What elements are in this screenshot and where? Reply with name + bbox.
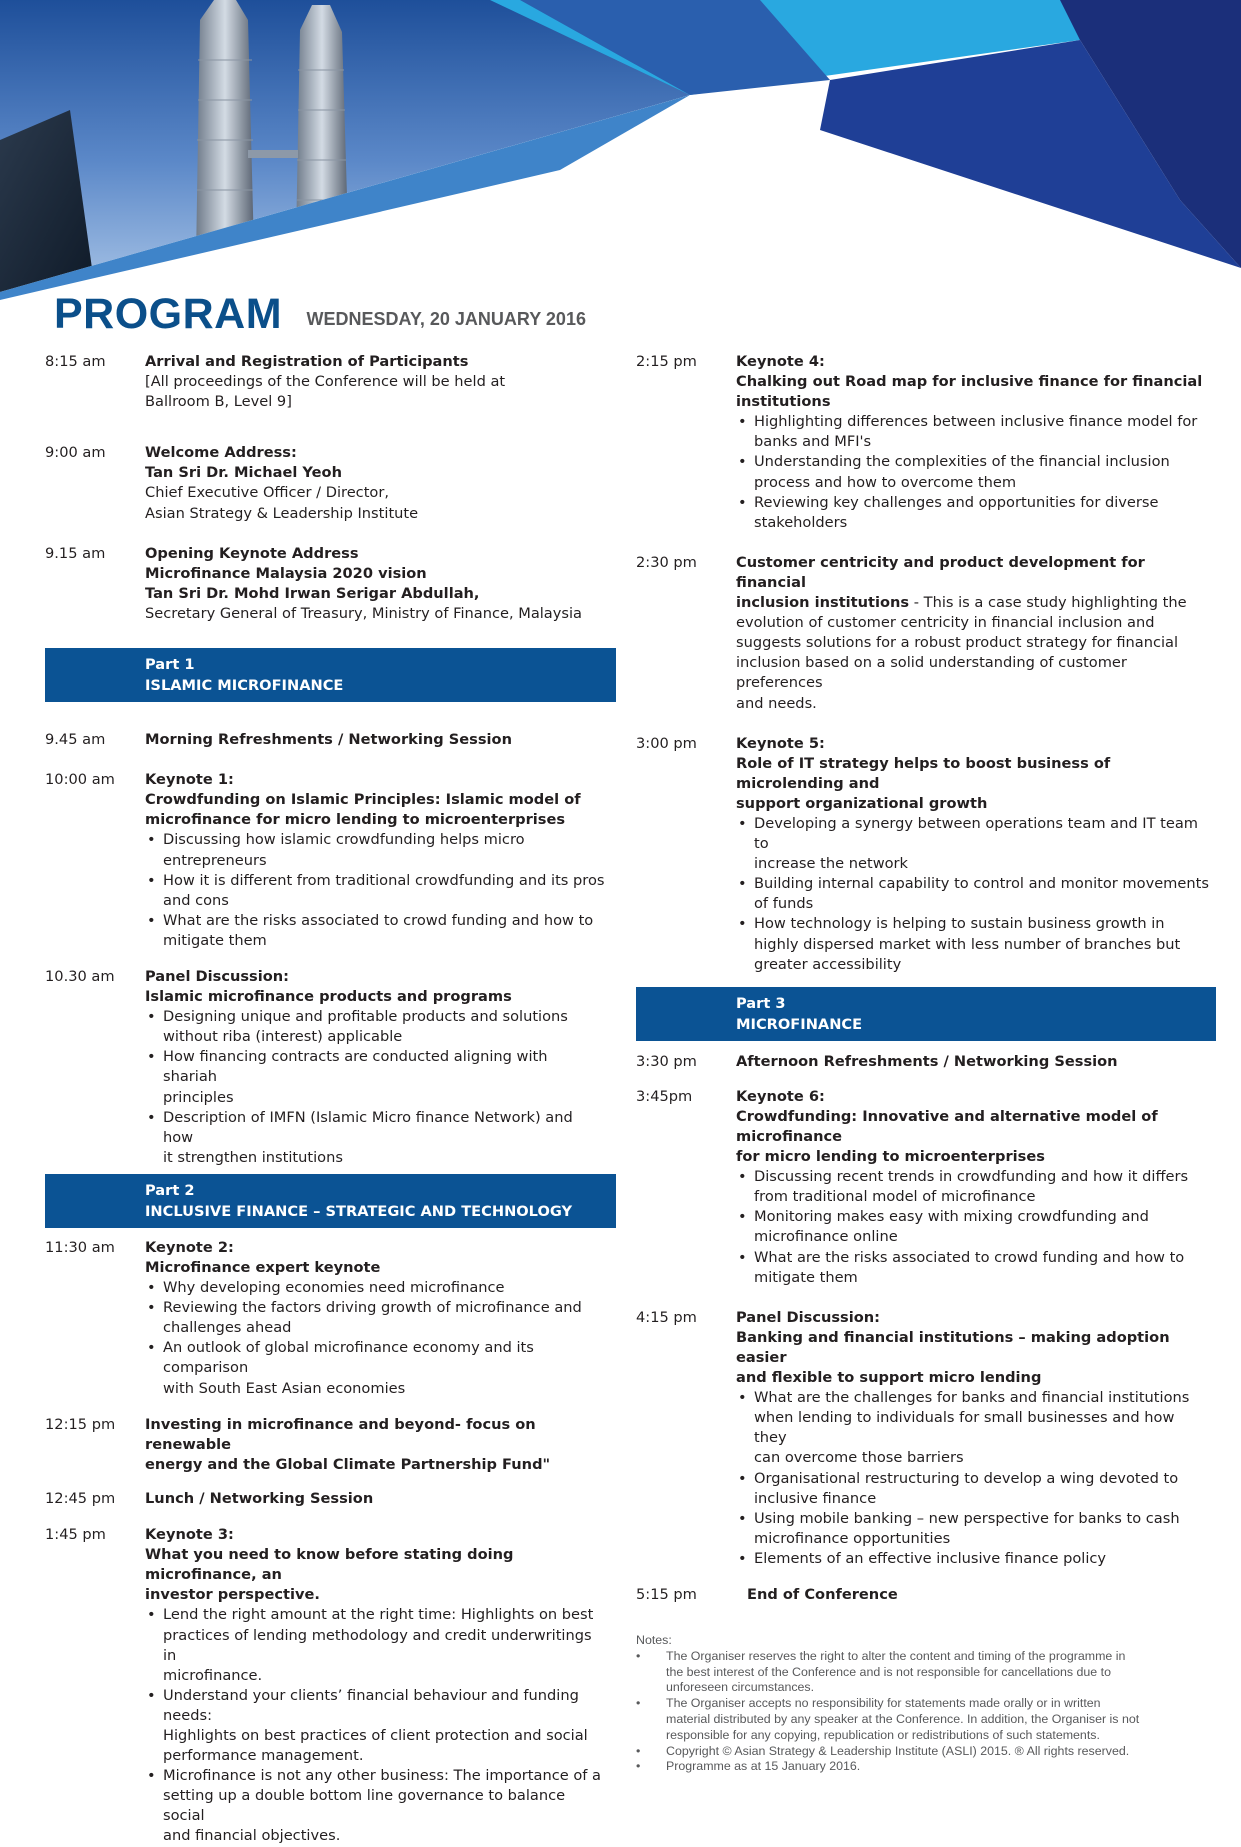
item-subtitle: Crowdfunding on Islamic Principles: Islamic model of — [145, 791, 581, 809]
agenda-item — [636, 1308, 1211, 1569]
speaker-name: Tan Sri Dr. Mohd Irwan Serigar Abdullah, — [145, 584, 480, 602]
list-item: • Understand your clients’ financial behaviour and funding needs: Highlights on best practices of client protection and social performance management. — [145, 1686, 605, 1766]
agenda-item — [636, 1052, 1211, 1072]
time-slot: 8:15 am — [45, 353, 106, 370]
bullet-list — [145, 830, 605, 951]
agenda-item — [636, 352, 1211, 533]
item-title: End of Conference — [747, 1585, 898, 1603]
section-header — [45, 648, 616, 702]
item-title: Morning Refreshments / Networking Session — [145, 731, 512, 749]
time-slot: 12:45 pm — [45, 1489, 116, 1507]
bullet-list — [736, 412, 1211, 533]
header-banner — [0, 0, 1241, 300]
list-item: • Reviewing the factors driving growth of microfinance and challenges ahead — [145, 1298, 605, 1338]
item-subtitle: Microfinance Malaysia 2020 vision — [145, 564, 427, 582]
agenda-item — [636, 553, 1211, 714]
list-item: • Discussing how islamic crowdfunding helps micro entrepreneurs — [145, 830, 605, 870]
time-slot: 5:15 pm — [636, 1585, 697, 1603]
time-slot: 9.45 am — [45, 731, 106, 749]
item-title: Investing in microfinance and beyond- focus on renewable — [145, 1415, 536, 1453]
notes-list — [636, 1649, 1211, 1775]
item-text: Ballroom B, Level 9] — [145, 393, 292, 411]
item-title: Panel Discussion: — [736, 1308, 880, 1326]
item-title: Lunch / Networking Session — [145, 1489, 374, 1507]
item-title: Afternoon Refreshments / Networking Session — [736, 1052, 1118, 1070]
time-slot: 2:15 pm — [636, 353, 697, 370]
item-title: Arrival and Registration of Participants — [145, 353, 469, 370]
program-date: WEDNESDAY, 20 JANUARY 2016 — [306, 309, 586, 329]
agenda-item — [636, 1585, 1211, 1605]
item-text: Asian Strategy & Leadership Institute — [145, 504, 419, 522]
item-title: Keynote 3: — [145, 1526, 234, 1544]
item-text: - This is a case study highlighting the — [909, 594, 1187, 612]
list-item: • What are the risks associated to crowd funding and how to mitigate them — [145, 911, 605, 951]
list-item: • Developing a synergy between operations team and IT team to increase the network — [736, 814, 1211, 874]
item-subtitle: What you need to know before stating doing microfinance, an — [145, 1546, 514, 1584]
agenda-item — [636, 734, 1211, 975]
list-item: • Understanding the complexities of the financial inclusion process and how to overcome them — [736, 452, 1211, 492]
list-item: • Organisational restructuring to develop a wing devoted to inclusive finance — [736, 1469, 1211, 1509]
item-title: Keynote 5: — [736, 734, 825, 752]
item-subtitle: Islamic microfinance products and programs — [145, 988, 512, 1006]
list-item: • Discussing recent trends in crowdfunding and how it differs from traditional model of microfinance — [736, 1167, 1211, 1207]
list-item: • Programme as at 15 January 2016. — [636, 1759, 1211, 1775]
item-subtitle: Crowdfunding: Innovative and alternative model of microfinance — [736, 1107, 1158, 1145]
item-subtitle: for micro lending to microenterprises — [736, 1148, 1045, 1166]
agenda-item — [45, 730, 605, 750]
list-item: • How it is different from traditional crowdfunding and its pros and cons — [145, 871, 605, 911]
list-item: • How technology is helping to sustain business growth in highly dispersed market with less number of branches but greater accessibility — [736, 914, 1211, 974]
time-slot: 1:45 pm — [45, 1526, 106, 1544]
bullet-list — [736, 1388, 1211, 1569]
item-subtitle: institutions — [736, 393, 831, 411]
item-title: Customer centricity and product development for financial — [736, 553, 1145, 591]
item-text: Secretary General of Treasury, Ministry of Finance, Malaysia — [145, 604, 582, 622]
item-subtitle: Banking and financial institutions – making adoption easier — [736, 1328, 1170, 1366]
item-title: Opening Keynote Address — [145, 544, 359, 562]
time-slot: 3:45pm — [636, 1087, 693, 1105]
section-part: Part 3 — [736, 994, 786, 1012]
item-subtitle: Role of IT strategy helps to boost business of microlending and — [736, 754, 1111, 792]
list-item: • Building internal capability to control and monitor movements of funds — [736, 874, 1211, 914]
bullet-list — [145, 1007, 605, 1168]
list-item: • Using mobile banking – new perspective for banks to cash microfinance opportunities — [736, 1509, 1211, 1549]
item-title: Keynote 6: — [736, 1087, 825, 1105]
time-slot: 4:15 pm — [636, 1308, 697, 1326]
item-text: evolution of customer centricity in financial inclusion and — [736, 614, 1155, 632]
section-name: INCLUSIVE FINANCE – STRATEGIC AND TECHNOLOGY — [145, 1202, 573, 1220]
item-title: Welcome Address: — [145, 444, 297, 462]
item-title: Keynote 4: — [736, 353, 825, 370]
item-subtitle: microfinance for micro lending to microenterprises — [145, 811, 566, 829]
bullet-list — [736, 814, 1211, 975]
section-part: Part 1 — [145, 656, 195, 674]
list-item: • Why developing economies need microfinance — [145, 1278, 605, 1298]
agenda-item — [45, 1489, 605, 1509]
list-item: • What are the risks associated to crowd funding and how to mitigate them — [736, 1248, 1211, 1288]
time-slot: 11:30 am — [45, 1238, 115, 1256]
item-subtitle: support organizational growth — [736, 794, 988, 812]
agenda-item — [45, 1525, 605, 1847]
list-item: • The Organiser reserves the right to alter the content and timing of the programme in the best interest of the Conference and is not responsible for cancellations due to unforeseen circumstances. — [636, 1649, 1211, 1696]
item-title: Keynote 1: — [145, 771, 234, 789]
item-title: inclusion institutions — [736, 594, 910, 612]
list-item: • How financing contracts are conducted aligning with shariah principles — [145, 1047, 605, 1107]
item-subtitle: and flexible to support micro lending — [736, 1369, 1042, 1387]
item-text: and needs. — [736, 694, 817, 712]
time-slot: 3:00 pm — [636, 734, 697, 752]
time-slot: 3:30 pm — [636, 1052, 697, 1070]
time-slot: 2:30 pm — [636, 553, 697, 571]
item-subtitle: investor perspective. — [145, 1586, 320, 1604]
section-header — [45, 1174, 616, 1228]
list-item: • Reviewing key challenges and opportunities for diverse stakeholders — [736, 493, 1211, 533]
list-item: • The Organiser accepts no responsibility for statements made orally or in written material distributed by any speaker at the Conference. In addition, the Organiser is not responsible for any copying, republication or redistributions of such statements. — [636, 1696, 1211, 1743]
section-name: ISLAMIC MICROFINANCE — [145, 677, 344, 695]
list-item: • An outlook of global microfinance economy and its comparison with South East Asian economies — [145, 1338, 605, 1398]
list-item: • What are the challenges for banks and financial institutions when lending to individuals for small businesses and how they can overcome those barriers — [736, 1388, 1211, 1468]
bullet-list — [145, 1278, 605, 1399]
agenda-item — [45, 967, 605, 1168]
title-row — [54, 290, 586, 339]
list-item: • Monitoring makes easy with mixing crowdfunding and microfinance online — [736, 1207, 1211, 1247]
list-item: • Designing unique and profitable products and solutions without riba (interest) applicable — [145, 1007, 605, 1047]
item-text: [All proceedings of the Conference will be held at — [145, 373, 506, 391]
list-item: • Highlighting differences between inclusive finance model for banks and MFI's — [736, 412, 1211, 452]
agenda-item — [45, 352, 605, 412]
list-item: • Description of IMFN (Islamic Micro finance Network) and how it strengthen institutions — [145, 1108, 605, 1168]
time-slot: 10:00 am — [45, 771, 115, 789]
time-slot: 9:00 am — [45, 444, 106, 462]
item-subtitle: Chalking out Road map for inclusive finance for financial — [736, 373, 1203, 391]
agenda-item — [45, 1415, 605, 1475]
item-title: energy and the Global Climate Partnership Fund" — [145, 1455, 551, 1473]
item-subtitle: Microfinance expert keynote — [145, 1259, 381, 1276]
agenda-item — [45, 770, 605, 951]
item-title: Keynote 2: — [145, 1238, 234, 1256]
time-slot: 10.30 am — [45, 967, 115, 985]
section-name: MICROFINANCE — [736, 1015, 863, 1033]
time-slot: 9.15 am — [45, 544, 106, 562]
bullet-list — [736, 1167, 1211, 1288]
section-header — [636, 987, 1216, 1041]
agenda-item — [45, 1238, 605, 1399]
time-slot: 12:15 pm — [45, 1415, 116, 1433]
list-item: • Microfinance is not any other business: The importance of a setting up a double bottom line governance to balance social and financial objectives. — [145, 1766, 605, 1846]
notes-heading: Notes: — [636, 1633, 672, 1648]
list-item: • Copyright © Asian Strategy & Leadership Institute (ASLI) 2015. ® All rights reserved. — [636, 1744, 1211, 1760]
agenda-item — [45, 544, 605, 624]
item-title: Panel Discussion: — [145, 967, 289, 985]
item-text: inclusion based on a solid understanding of customer preferences — [736, 654, 1127, 692]
agenda-item — [636, 1087, 1211, 1288]
left-column — [45, 352, 605, 1847]
speaker-name: Tan Sri Dr. Michael Yeoh — [145, 464, 342, 482]
section-part: Part 2 — [145, 1181, 195, 1199]
list-item: • Elements of an effective inclusive finance policy — [736, 1549, 1211, 1569]
list-item: • Lend the right amount at the right time: Highlights on best practices of lending methodology and credit underwritings in microfinance. — [145, 1605, 605, 1685]
bullet-list — [145, 1605, 605, 1846]
agenda-item — [45, 443, 605, 523]
right-column — [636, 352, 1211, 1775]
page-title: PROGRAM — [54, 290, 283, 338]
item-text: suggests solutions for a robust product strategy for financial — [736, 634, 1179, 652]
item-text: Chief Executive Officer / Director, — [145, 484, 389, 502]
